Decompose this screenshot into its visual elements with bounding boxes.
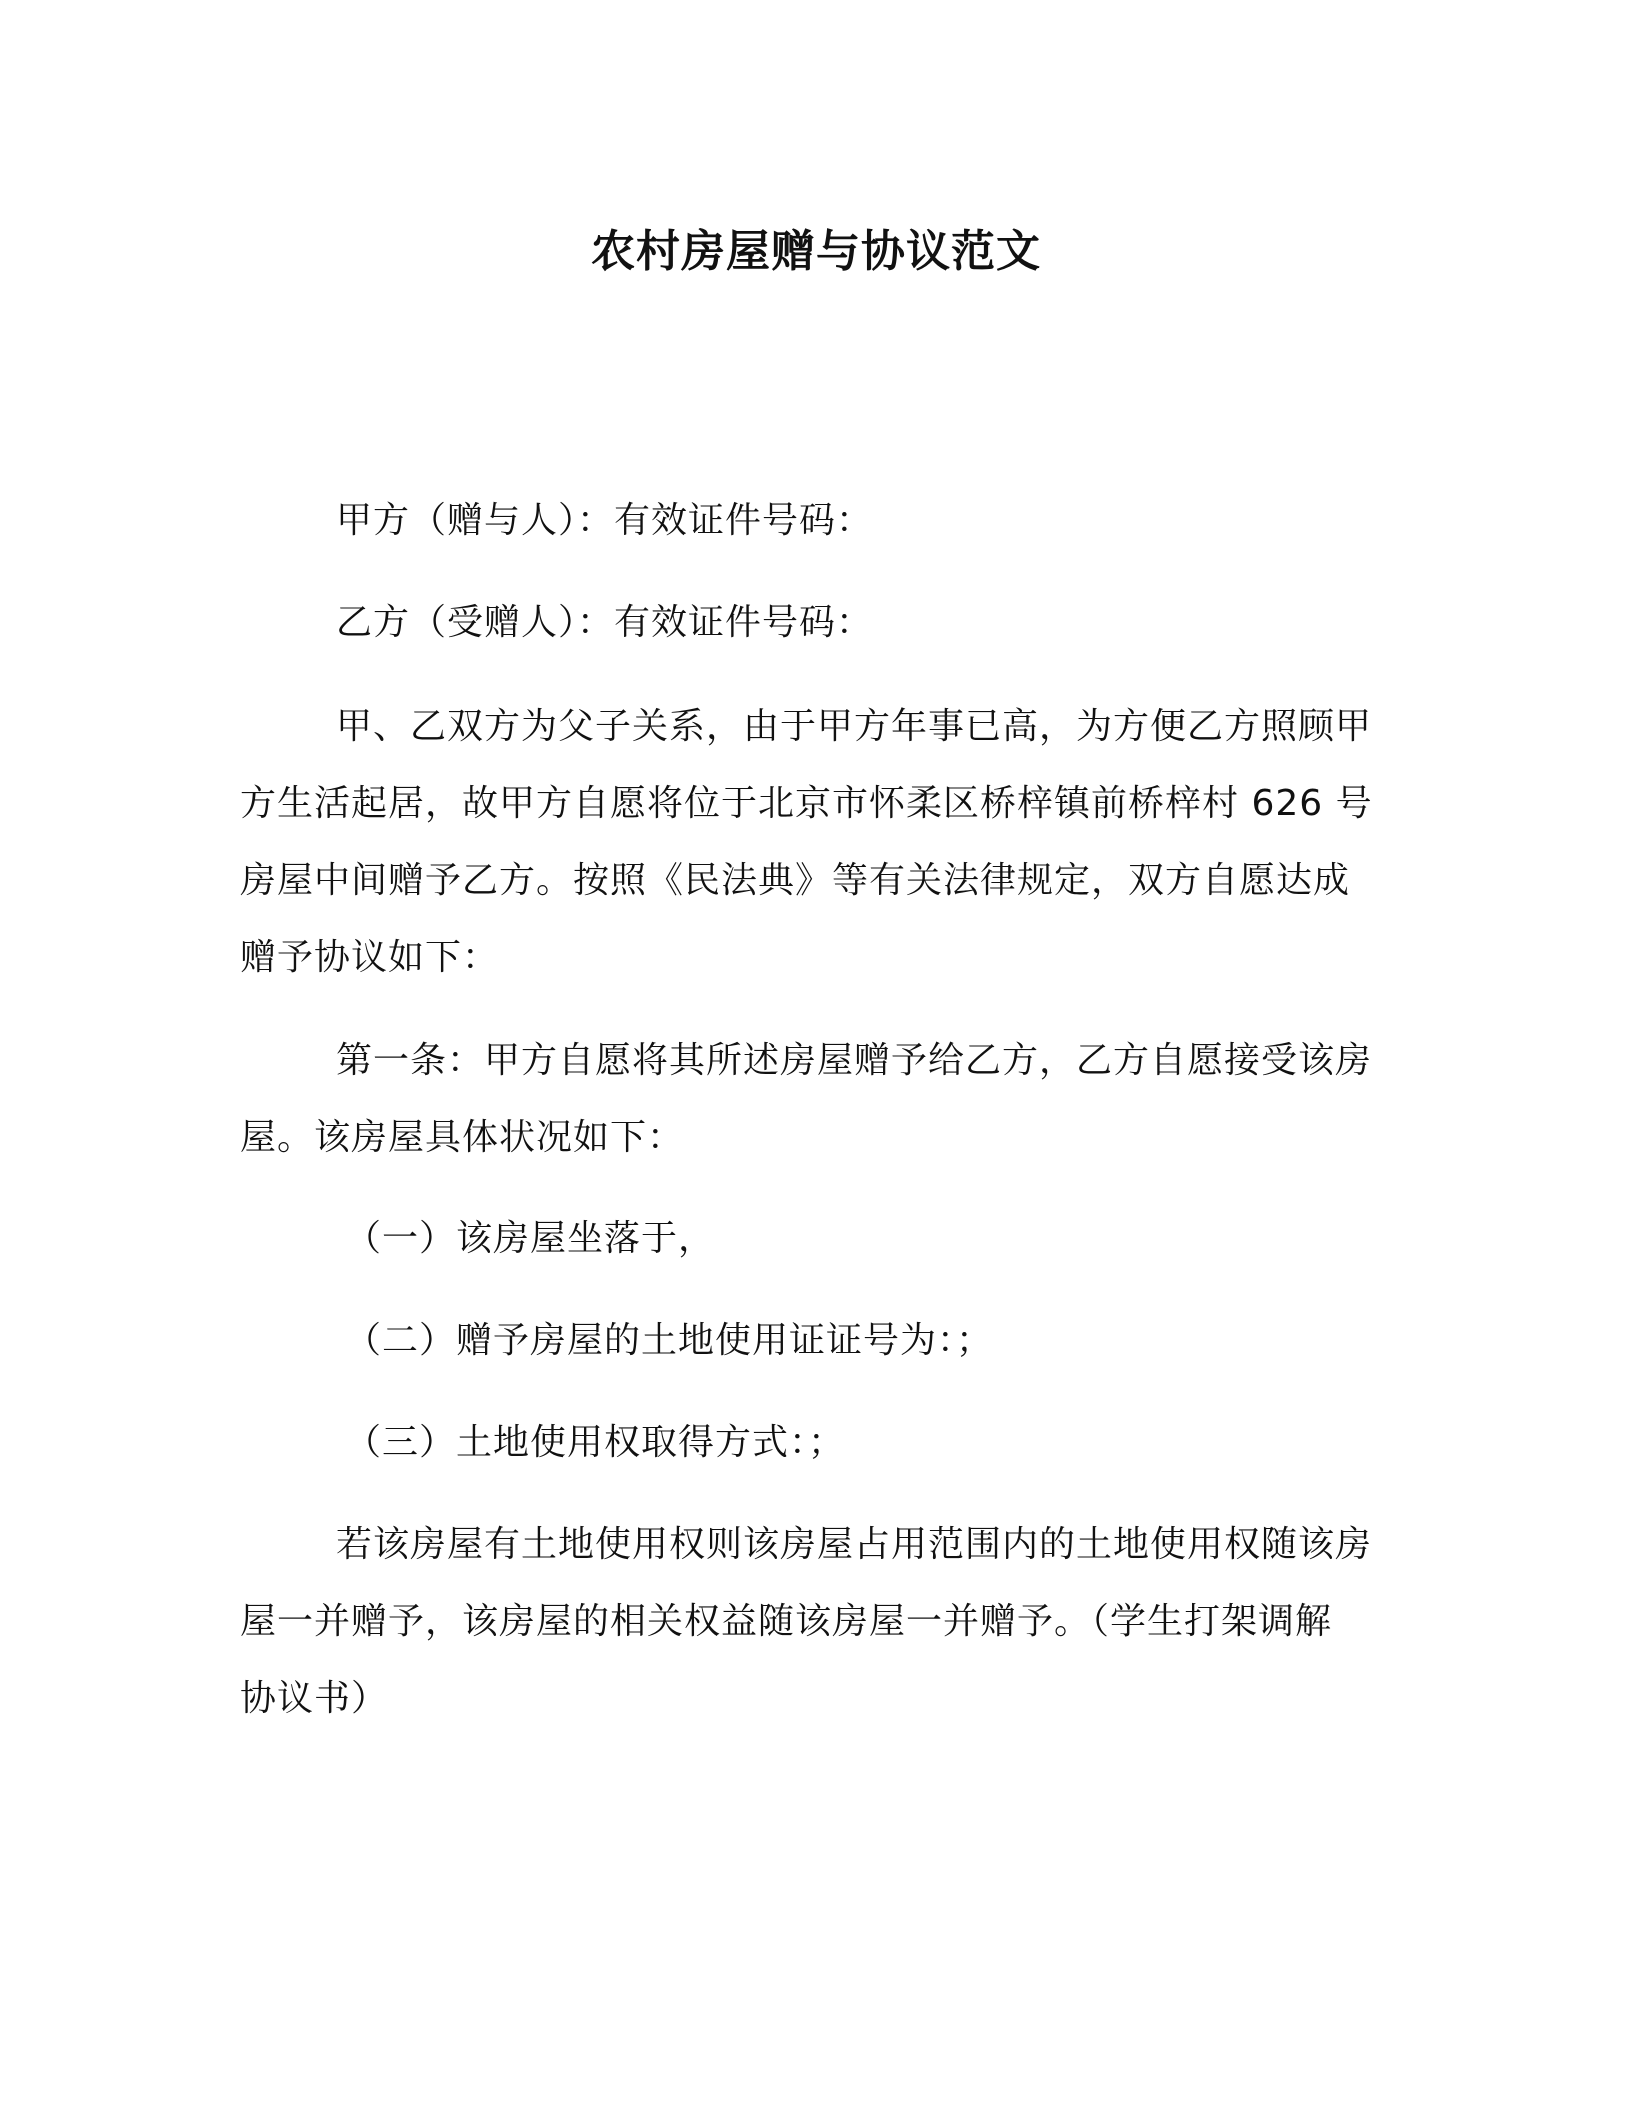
- article-1-paragraph: [240, 1022, 1390, 1176]
- intro-line-3: 房屋中间赠予乙方。按照《民法典》等有关法律规定，双方自愿达成: [240, 860, 1351, 901]
- closing-line-2: 屋一并赠予，该房屋的相关权益随该房屋一并赠予。（学生打架调解: [240, 1601, 1333, 1642]
- closing-paragraph: [240, 1506, 1390, 1737]
- closing-line-1: 若该房屋有土地使用权则该房屋占用范围内的土地使用权随该房: [336, 1524, 1373, 1565]
- item-3-text: （三）土地使用权取得方式：；: [345, 1422, 846, 1463]
- intro-paragraph: [240, 688, 1390, 996]
- intro-line-1: 甲、乙双方为父子关系，由于甲方年事已高，为方便乙方照顾甲: [336, 706, 1373, 747]
- item-1-text: （一）该房屋坐落于，: [345, 1218, 716, 1259]
- item-3: [240, 1404, 1390, 1481]
- document-title: 农村房屋赠与协议范文: [591, 226, 1041, 277]
- party-b-text: 乙方（受赠人）：有效证件号码：: [336, 602, 874, 643]
- closing-line-3: 协议书）: [240, 1678, 389, 1719]
- party-a-text: 甲方（赠与人）：有效证件号码：: [336, 500, 874, 541]
- item-1: [240, 1200, 1390, 1277]
- item-2-text: （二）赠予房屋的土地使用证证号为：；: [345, 1320, 994, 1361]
- party-a-line: [240, 482, 1390, 559]
- party-b-line: [240, 584, 1390, 661]
- article-1-line-1: 第一条：甲方自愿将其所述房屋赠予给乙方，乙方自愿接受该房: [336, 1040, 1373, 1081]
- intro-line-4: 赠予协议如下：: [240, 937, 500, 978]
- item-2: [240, 1302, 1390, 1379]
- article-1-line-2: 屋。该房屋具体状况如下：: [240, 1117, 685, 1158]
- intro-line-2: 方生活起居，故甲方自愿将位于北京市怀柔区桥梓镇前桥梓村 626 号: [240, 783, 1373, 824]
